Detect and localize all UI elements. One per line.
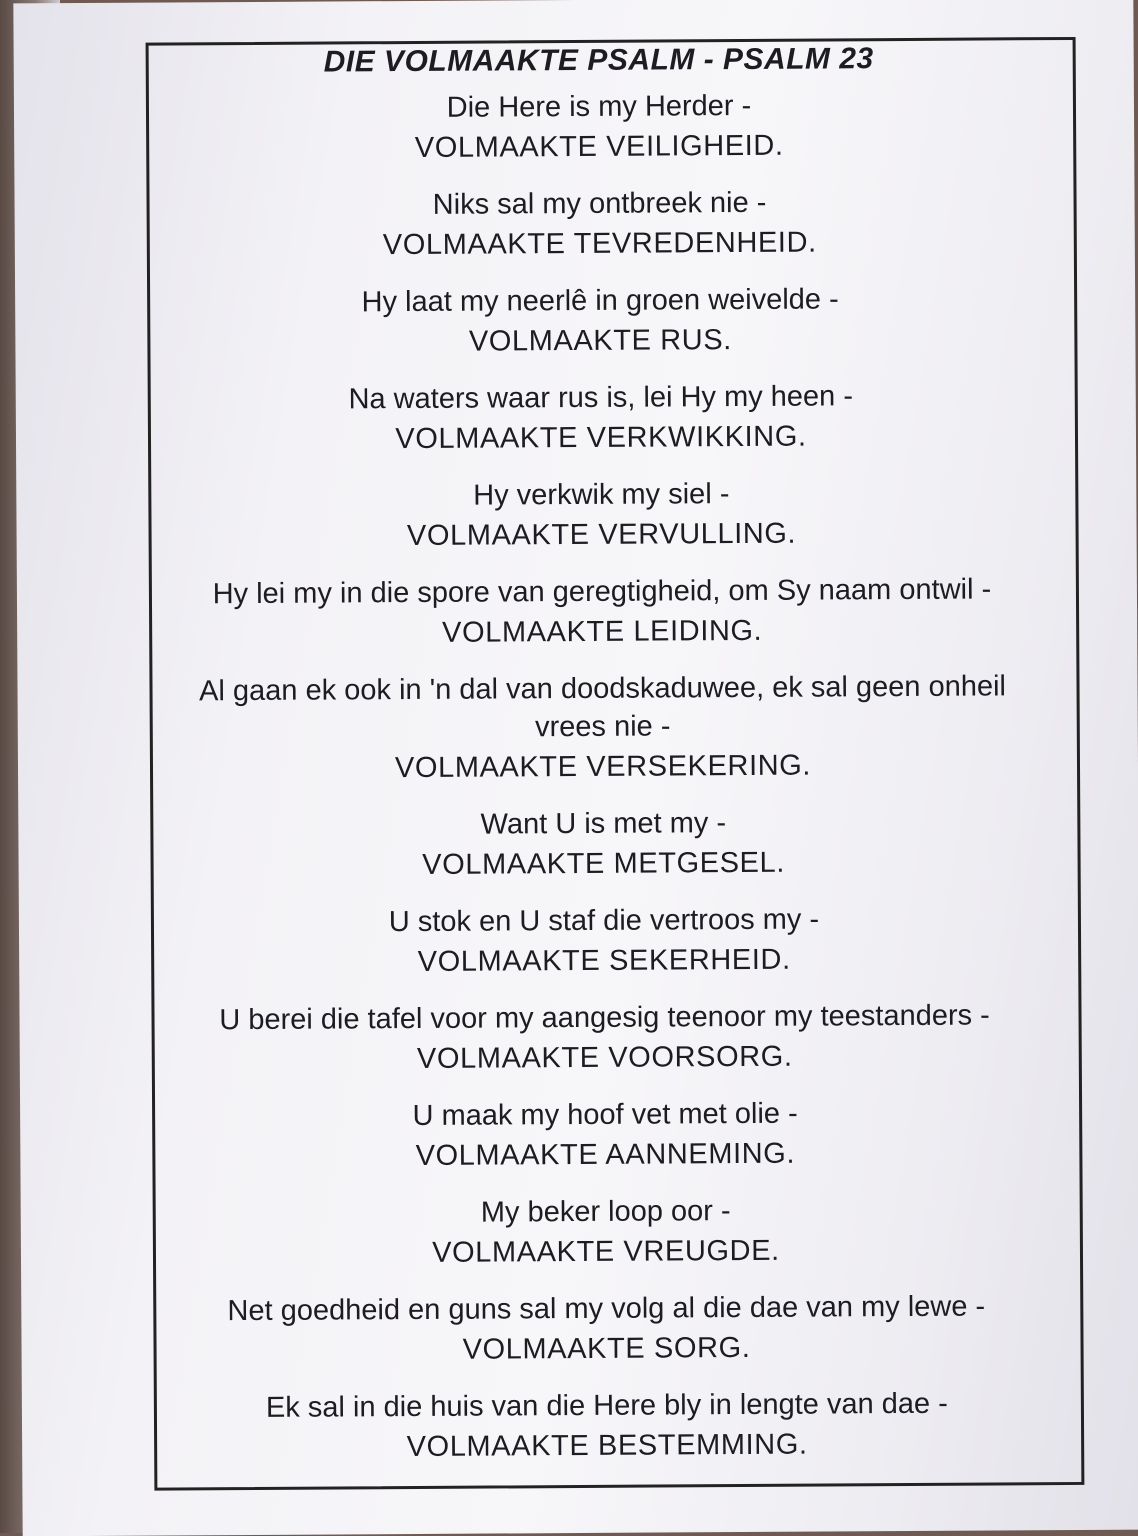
- stanza: [96, 473, 1106, 559]
- stanza: [94, 85, 1104, 171]
- verse-line: vrees nie -: [534, 710, 671, 744]
- verse-line: Hy verkwik my siel -: [473, 478, 730, 512]
- verse-line: My beker loop oor -: [480, 1195, 731, 1229]
- stanza: [94, 182, 1104, 268]
- stanza: [99, 899, 1109, 985]
- stanza: [97, 570, 1107, 656]
- verse-heading: VOLMAAKTE METGESEL.: [422, 846, 786, 881]
- stanza: [102, 1384, 1112, 1470]
- verse-heading: VOLMAAKTE VEILIGHEID.: [414, 129, 784, 164]
- verse-heading: VOLMAAKTE VREUGDE.: [432, 1234, 780, 1269]
- verse-line: Hy lei my in die spore van geregtigheid, om Sy naam ontwil -: [212, 573, 992, 611]
- verse-line: Net goedheid en guns sal my volg al die dae van my lewe -: [227, 1290, 986, 1328]
- verse-heading: VOLMAAKTE VERKWIKKING.: [395, 420, 807, 456]
- verse-line: U stok en U staf die vertroos my -: [388, 903, 820, 939]
- verse-heading: VOLMAAKTE VOORSORG.: [416, 1040, 793, 1075]
- stanza: [97, 667, 1108, 791]
- verse-heading: VOLMAAKTE VERSEKERING.: [394, 749, 812, 785]
- stanza: [101, 1190, 1111, 1276]
- verse-heading: VOLMAAKTE LEIDING.: [441, 614, 763, 649]
- verse-line: Die Here is my Herder -: [446, 89, 752, 124]
- verse-heading: VOLMAAKTE BESTEMMING.: [406, 1428, 808, 1464]
- verse-heading: VOLMAAKTE SEKERHEID.: [417, 943, 791, 978]
- page-title: DIE VOLMAAKTE PSALM - PSALM 23: [323, 42, 874, 79]
- verse-line: Want U is met my -: [480, 807, 727, 841]
- verse-line: Ek sal in die huis van die Here bly in lengte van dae -: [265, 1387, 948, 1424]
- stanza: [96, 376, 1106, 462]
- stanza: [99, 996, 1109, 1082]
- stanza: [98, 802, 1108, 888]
- verse-heading: VOLMAAKTE AANNEMING.: [415, 1137, 796, 1172]
- verse-heading: VOLMAAKTE VERVULLING.: [406, 517, 797, 553]
- verse-line: Al gaan ek ook in 'n dal van doodskaduwee, ek sal geen onheil: [199, 670, 1007, 708]
- verse-heading: VOLMAAKTE SORG.: [462, 1331, 751, 1366]
- paper-sheet: [13, 0, 1138, 1536]
- verse-line: U maak my hoof vet met olie -: [412, 1097, 798, 1133]
- verse-heading: VOLMAAKTE RUS.: [468, 324, 732, 358]
- stanza: [100, 1093, 1110, 1179]
- psalm-text: [94, 39, 1113, 1487]
- verse-line: Na waters waar rus is, lei Hy my heen -: [348, 380, 854, 416]
- stanza: [95, 279, 1105, 365]
- verse-line: U berei die tafel voor my aangesig teenoor my teestanders -: [219, 999, 990, 1037]
- verse-heading: VOLMAAKTE TEVREDENHEID.: [382, 226, 817, 262]
- verse-line: Niks sal my ontbreek nie -: [432, 186, 767, 221]
- stanza: [101, 1287, 1111, 1373]
- verse-line: Hy laat my neerlê in groen weivelde -: [361, 283, 839, 319]
